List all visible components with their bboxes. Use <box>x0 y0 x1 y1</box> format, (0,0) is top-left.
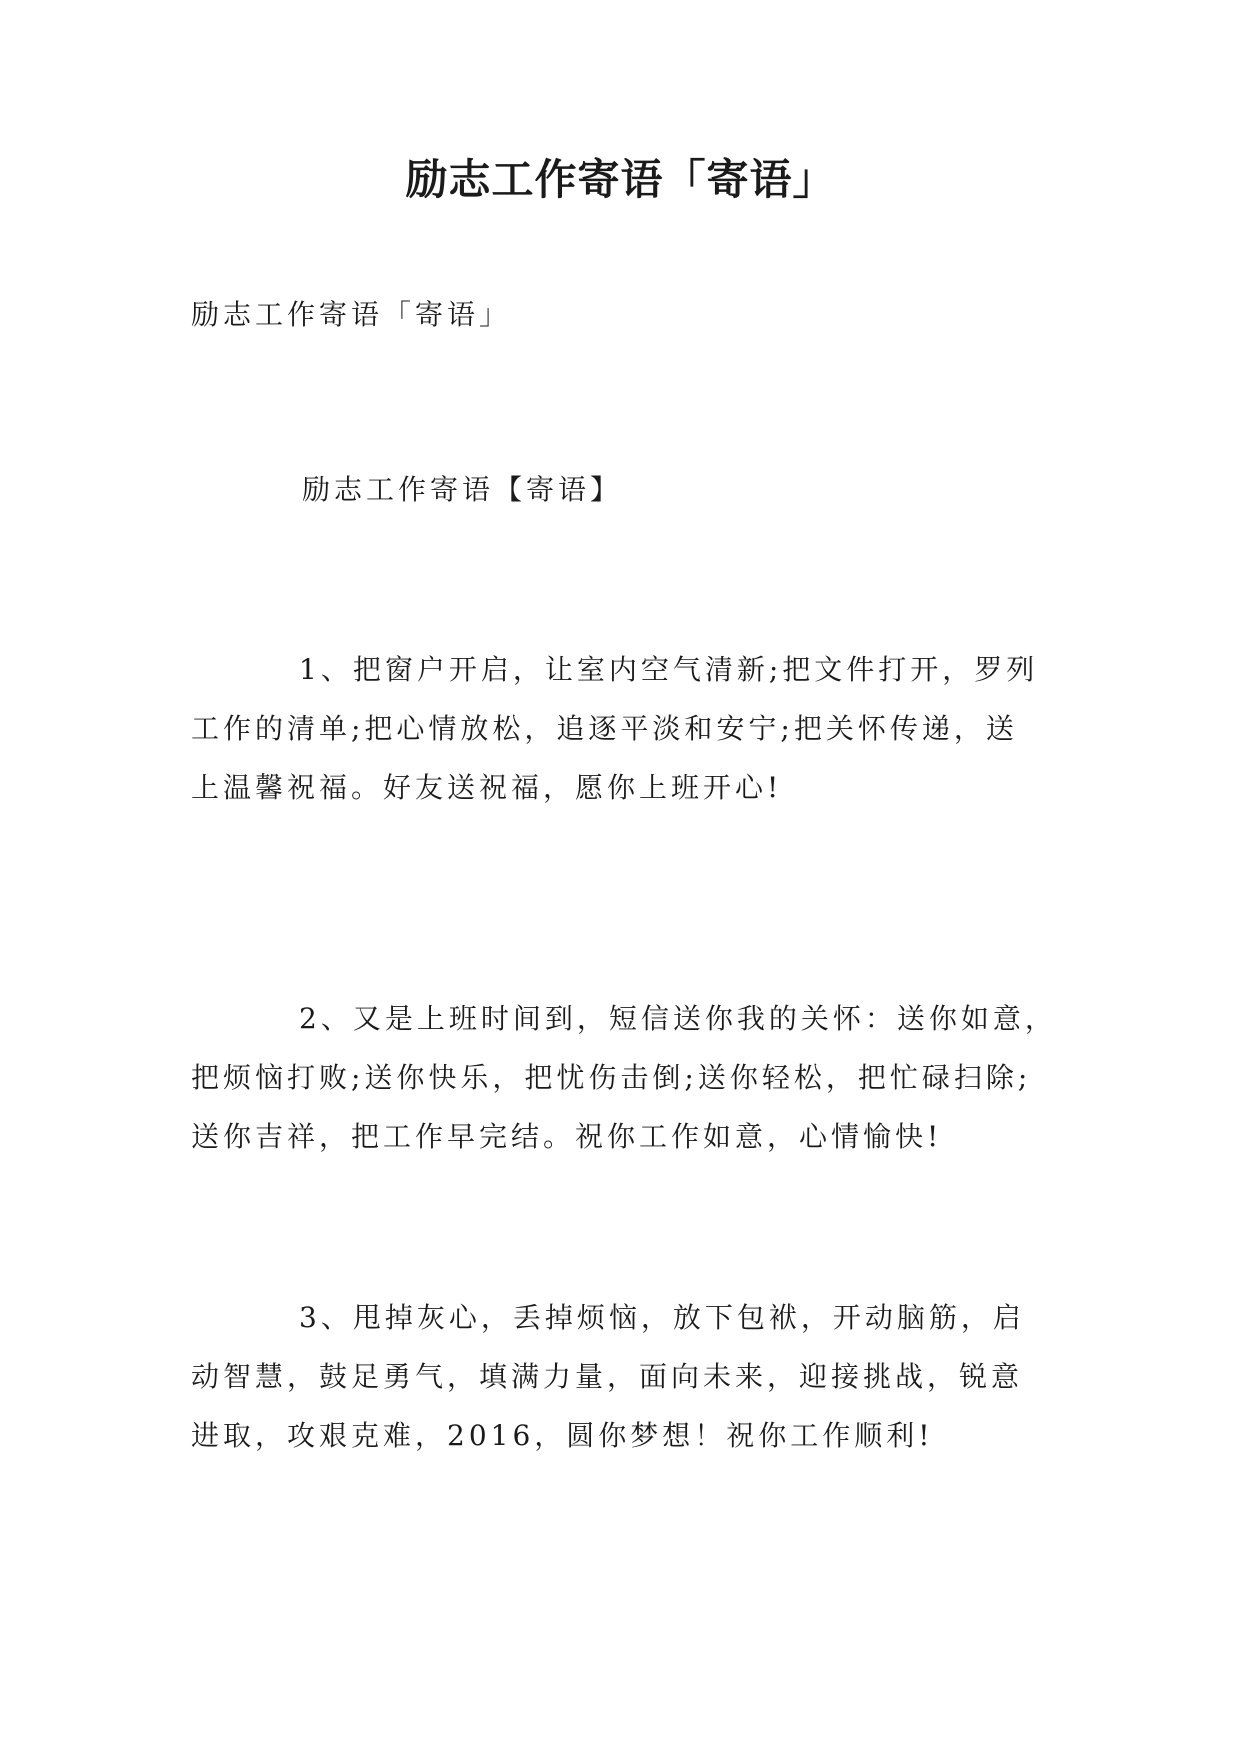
document-subtitle: 励志工作寄语「寄语」 <box>191 298 512 331</box>
paragraph-line: 1、把窗户开启，让室内空气清新;把文件打开，罗列 <box>299 653 1039 686</box>
paragraph-line: 3、甩掉灰心，丢掉烦恼，放下包袱，开动脑筋，启 <box>299 1301 1025 1334</box>
paragraph-3 <box>191 1288 1061 1465</box>
paragraph-line: 2、又是上班时间到，短信送你我的关怀：送你如意， <box>299 1002 1057 1035</box>
paragraph-line: 上温馨祝福。好友送祝福，愿你上班开心! <box>191 771 783 804</box>
paragraph-1 <box>191 640 1061 817</box>
paragraph-line: 把烦恼打败;送你快乐，把忧伤击倒;送你轻松，把忙碌扫除; <box>191 1061 1032 1094</box>
document-title: 励志工作寄语「寄语」 <box>405 155 836 204</box>
paragraph-2 <box>191 989 1061 1166</box>
section-heading: 励志工作寄语【寄语】 <box>302 473 623 506</box>
paragraph-line: 动智慧，鼓足勇气，填满力量，面向未来，迎接挑战，锐意 <box>191 1360 1024 1393</box>
paragraph-line: 进取，攻艰克难，2016，圆你梦想！祝你工作顺利! <box>191 1419 934 1452</box>
paragraph-line: 工作的清单;把心情放松，追逐平淡和安宁;把关怀传递，送 <box>191 712 1018 745</box>
paragraph-line: 送你吉祥，把工作早完结。祝你工作如意，心情愉快! <box>191 1120 943 1153</box>
